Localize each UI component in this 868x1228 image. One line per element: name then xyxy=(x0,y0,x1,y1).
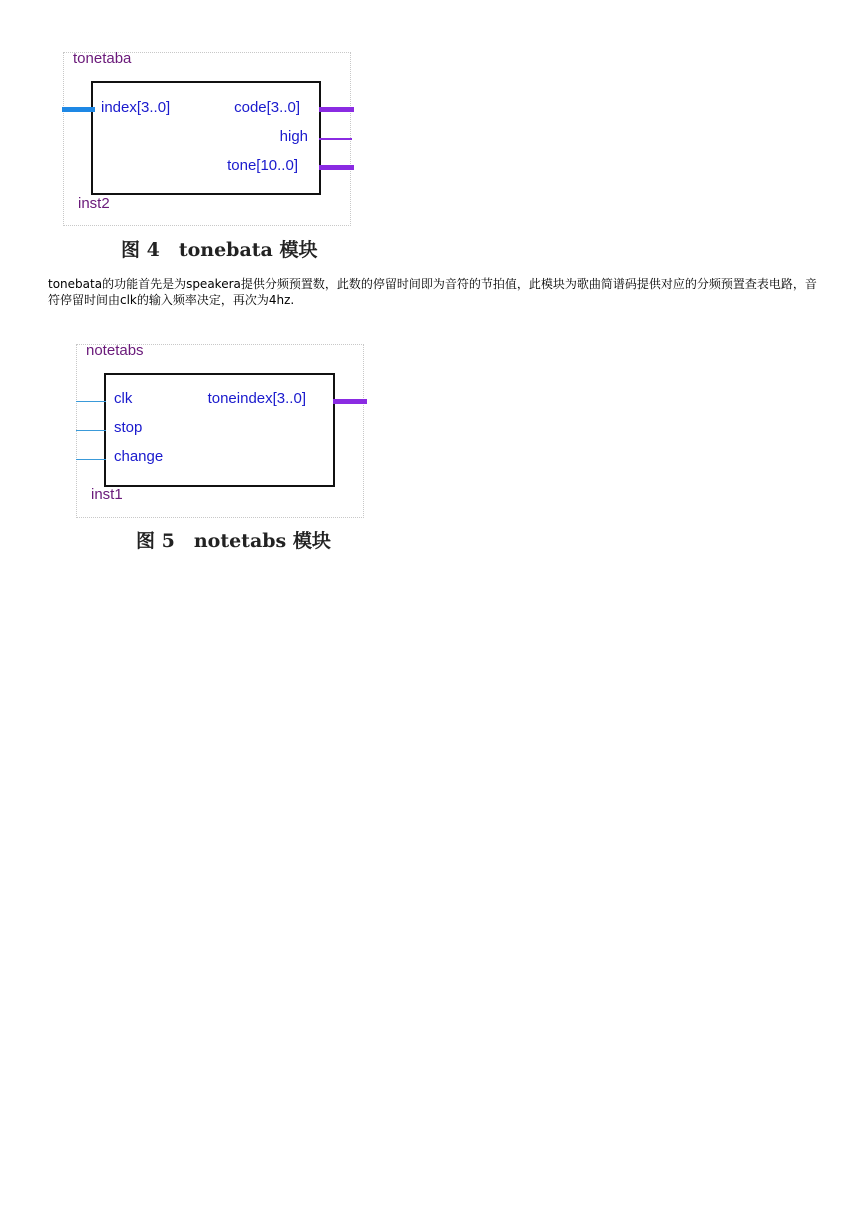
input-wire-stop xyxy=(76,430,106,431)
port-tone: tone[10..0] xyxy=(227,157,298,174)
input-wire-clk xyxy=(76,401,106,402)
input-wire-change xyxy=(76,459,106,460)
instance-name: inst1 xyxy=(91,486,123,503)
input-bus-index xyxy=(62,107,95,112)
instance-title: notetabs xyxy=(86,342,144,359)
port-high: high xyxy=(279,128,308,145)
output-bus-toneindex xyxy=(333,399,367,404)
instance-name: inst2 xyxy=(78,195,110,212)
figure-caption: 图 5 notetabs 模块 xyxy=(136,530,331,552)
figure-caption: 图 4 tonebata 模块 xyxy=(121,239,318,261)
port-change: change xyxy=(114,448,164,465)
body-paragraph: tonebata的功能首先是为speakera提供分频预置数，此数的停留时间即为音符的节拍值，此模块为歌曲简谱码提供对应的分频预置查表电路，音符停留时间由clk的输入频率决定，再次为4hz. xyxy=(48,277,817,307)
output-bus-tone xyxy=(319,165,354,170)
port-code: code[3..0] xyxy=(234,99,300,116)
port-index: index[3..0] xyxy=(101,99,171,116)
output-bus-code xyxy=(319,107,354,112)
output-wire-high xyxy=(319,138,352,140)
port-clk: clk xyxy=(114,390,133,407)
instance-title: tonetaba xyxy=(73,50,132,67)
port-toneindex: toneindex[3..0] xyxy=(207,390,306,407)
port-stop: stop xyxy=(114,419,143,436)
